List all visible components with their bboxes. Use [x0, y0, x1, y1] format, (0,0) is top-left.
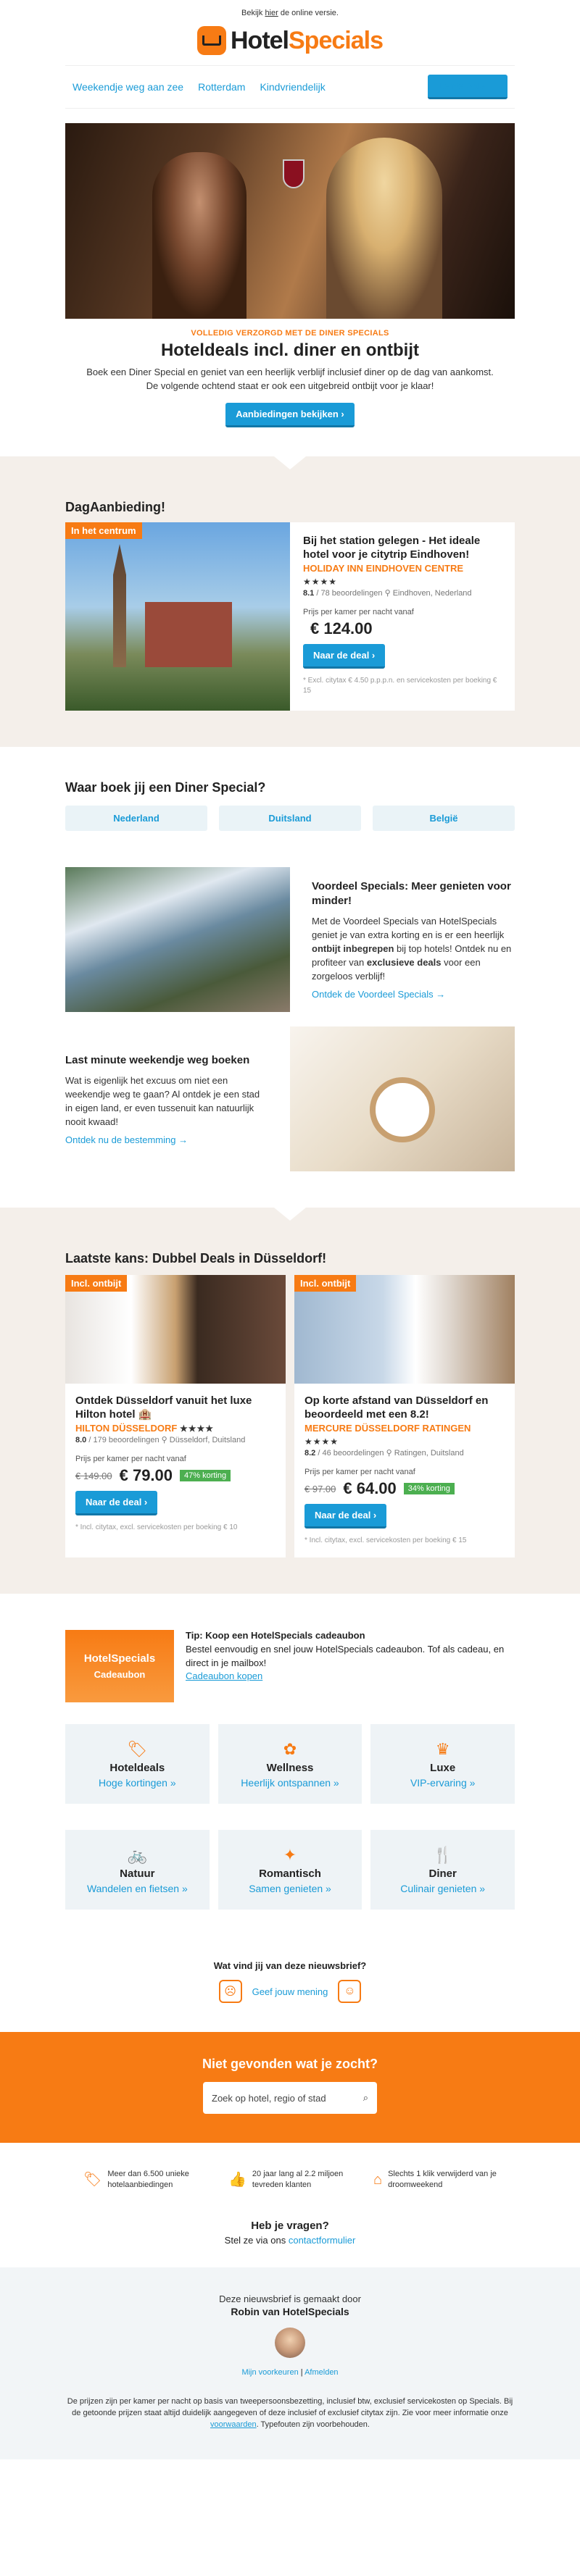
- mercure-badge: Incl. ontbijt: [294, 1275, 356, 1292]
- daydeal-section: [0, 456, 580, 747]
- lastminute-title: Last minute weekendje weg boeken: [65, 1053, 250, 1066]
- hilton-meta: 8.0 / 179 beoordelingen ⚲ Düsseldorf, Duitsland: [75, 1436, 246, 1444]
- daydeal-hotel-name: HOLIDAY INN EINDHOVEN CENTRE: [303, 563, 464, 574]
- mercure-price: € 64.00: [343, 1479, 397, 1497]
- mercure-image[interactable]: [294, 1275, 515, 1384]
- logo-part1: Hotel: [231, 26, 289, 54]
- category-diner[interactable]: 🍴 Diner Culinair genieten »: [370, 1830, 515, 1910]
- search-input[interactable]: [203, 2082, 377, 2114]
- category-wellness[interactable]: ✿ Wellness Heerlijk ontspannen »: [218, 1724, 362, 1804]
- footer: [0, 2267, 580, 2459]
- double-deal-card-hilton[interactable]: [65, 1275, 286, 1557]
- search-icon[interactable]: ⌕: [362, 2092, 368, 2103]
- crown-icon: ♛: [435, 1739, 450, 1758]
- hero-text: [65, 365, 515, 393]
- search-placeholder: Zoek op hotel, regio of stad: [212, 2092, 326, 2104]
- giftcard-tip: [65, 1630, 515, 1702]
- hero-kicker: VOLLEDIG VERZORGD MET DE DINER SPECIALS: [191, 329, 389, 338]
- unsubscribe-link[interactable]: Afmelden: [304, 2368, 339, 2377]
- online-version-link[interactable]: hier: [265, 9, 278, 17]
- mercure-deal-button[interactable]: Naar de deal ›: [304, 1504, 386, 1529]
- daydeal-stars: ★★★★: [303, 577, 338, 587]
- home-icon: ⌂: [373, 2171, 383, 2188]
- hilton-note: * Incl. citytax, excl. servicekosten per boeking € 10: [75, 1523, 238, 1531]
- where-nederland-button[interactable]: Nederland: [65, 806, 207, 831]
- alarm-clock-icon: [370, 1077, 435, 1142]
- search-heading: Niet gevonden wat je zocht?: [202, 2057, 378, 2071]
- usp-item: 🏷 Meer dan 6.500 unieke hotelaanbiedingen: [83, 2170, 189, 2189]
- giftcard-buy-link[interactable]: Cadeaubon kopen: [186, 1670, 263, 1681]
- tag-icon: 🏷: [127, 1739, 148, 1758]
- questions-section: [0, 2205, 580, 2267]
- lastminute-text: Wat is eigenlijk het excuus om niet een weekendje weg te gaan? Al ontdek je een stad in eigen land, er even tussenuit kan natuurlijk nooit kwaad!: [65, 1074, 260, 1127]
- contact-form-link[interactable]: contactformulier: [288, 2235, 356, 2246]
- online-version-post: de online versie.: [280, 9, 339, 17]
- category-hoteldeals[interactable]: 🏷 Hoteldeals Hoge kortingen »: [65, 1724, 210, 1804]
- bed-icon: [197, 26, 226, 55]
- hero-text-line1: Boek een Diner Special en geniet van een heerlijk verblijf inclusief diner op de dag van aankomst.: [86, 367, 494, 377]
- mercure-note: * Incl. citytax, excl. servicekosten per boeking € 15: [304, 1536, 467, 1544]
- hilton-price-label: Prijs per kamer per nacht vanaf: [75, 1455, 186, 1463]
- mercure-title[interactable]: Op korte afstand van Düsseldorf en beoordeeld met een 8.2!: [304, 1394, 489, 1421]
- logo-part2: Specials: [289, 26, 383, 54]
- category-luxe[interactable]: ♛ Luxe VIP-ervaring »: [370, 1724, 515, 1804]
- voordeel-image[interactable]: [65, 867, 290, 1012]
- daydeal-price-label: Prijs per kamer per nacht vanaf: [303, 608, 414, 616]
- double-deal-card-mercure[interactable]: [294, 1275, 515, 1557]
- opinion-question: Wat vind jij van deze nieuwsbrief?: [213, 1960, 367, 1971]
- hilton-image[interactable]: [65, 1275, 286, 1384]
- hero-text-line2: De volgende ochtend staat er ook een uitgebreid ontbijt voor je klaar!: [146, 380, 434, 391]
- cutlery-icon: 🍴: [432, 1845, 453, 1864]
- giftcard-line1: HotelSpecials: [83, 1652, 156, 1665]
- double-deals-section: [0, 1208, 580, 1594]
- daydeal-location: Eindhoven, Nederland: [392, 589, 472, 598]
- hilton-hotel-line: HILTON DÜSSELDORF ★★★★: [75, 1423, 215, 1434]
- opinion-section: [65, 1910, 515, 2032]
- daydeal-heading: DagAanbieding!: [65, 500, 165, 514]
- usp-item: 👍 20 jaar lang al 2.2 miljoen tevreden klanten: [228, 2170, 344, 2189]
- giftcard-line2: Cadeaubon: [94, 1669, 146, 1680]
- terms-link[interactable]: voorwaarden: [210, 2420, 257, 2429]
- daydeal-note: * Excl. citytax € 4.50 p.p.p.n. en servicekosten per boeking € 15: [303, 677, 497, 695]
- where-belgie-button[interactable]: België: [373, 806, 515, 831]
- neutral-face-icon[interactable]: ☹: [219, 1980, 242, 2003]
- usp-row: [0, 2143, 580, 2205]
- location-pin-icon: ⚲: [161, 1436, 167, 1444]
- daydeal-card[interactable]: [65, 522, 515, 711]
- hero-image[interactable]: [65, 123, 515, 319]
- mercure-discount-badge: 34% korting: [404, 1483, 455, 1494]
- nav-item-rotterdam[interactable]: Rotterdam: [198, 81, 246, 93]
- hilton-title[interactable]: Ontdek Düsseldorf vanuit het luxe Hilton hotel 🏨: [75, 1394, 252, 1421]
- daydeal-badge: In het centrum: [65, 522, 142, 539]
- tag-icon: 🏷: [83, 2171, 102, 2188]
- nav-item-weekend-zee[interactable]: Weekendje weg aan zee: [72, 81, 184, 93]
- giftcard-text: Bestel eenvoudig en snel jouw HotelSpecials cadeaubon. Tof als cadeau, en direct in je mailbox!: [186, 1644, 505, 1668]
- bike-icon: 🚲: [127, 1845, 148, 1864]
- questions-title: Heb je vragen?: [251, 2220, 329, 2232]
- lastminute-image[interactable]: [290, 1026, 515, 1171]
- hilton-old-price: € 149.00: [75, 1470, 112, 1481]
- giftcard-image[interactable]: [65, 1630, 174, 1702]
- mercure-old-price: € 97.00: [304, 1483, 336, 1494]
- location-pin-icon: ⚲: [384, 589, 391, 598]
- lastminute-link[interactable]: Ontdek nu de bestemming →: [65, 1134, 188, 1145]
- top-nav: [65, 65, 515, 109]
- voordeel-text: Met de Voordeel Specials van HotelSpecials geniet je van extra korting en is er een heerlijk ontbijt inbegrepen bij top hotels! Ontdek nu en profiteer van exclusieve deals voor een zorgeloos verblijf!: [312, 916, 512, 982]
- daydeal-title[interactable]: Bij het station gelegen - Het ideale hotel voor je citytrip Eindhoven!: [303, 535, 481, 561]
- category-romantisch[interactable]: ✦ Romantisch Samen genieten »: [218, 1830, 362, 1910]
- daydeal-image[interactable]: [65, 522, 290, 711]
- sparkle-icon: ✦: [283, 1845, 297, 1864]
- where-section: [65, 747, 515, 845]
- avatar: [275, 2328, 305, 2358]
- preferences-link[interactable]: Mijn voorkeuren: [241, 2368, 299, 2377]
- hilton-price: € 79.00: [119, 1466, 173, 1484]
- daydeal-reviews: / 78 beoordelingen: [316, 589, 383, 598]
- location-pin-icon: ⚲: [386, 1449, 392, 1458]
- hilton-deal-button[interactable]: Naar de deal ›: [75, 1491, 157, 1515]
- spa-icon: ✿: [283, 1739, 297, 1758]
- footer-legal: De prijzen zijn per kamer per nacht op basis van tweepersoonsbezetting, inclusief btw, exclusief servicekosten op Specials. Bij de getoonde prijzen staat altijd duidelijk aangegeven of deze inclusief of exclusief citytax zijn. Zie voor meer informatie onze voorwaarden. Typefouten zijn voorbehouden.: [67, 2397, 513, 2429]
- mercure-price-label: Prijs per kamer per nacht vanaf: [304, 1468, 415, 1476]
- search-band: [0, 2032, 580, 2143]
- give-opinion-link[interactable]: Geef jouw mening: [252, 1986, 328, 1997]
- footer-links: Mijn voorkeuren | Afmelden: [241, 2368, 339, 2377]
- voordeel-link[interactable]: Ontdek de Voordeel Specials →: [312, 989, 446, 1000]
- daydeal-button[interactable]: Naar de deal ›: [303, 644, 385, 669]
- spring-sale-button[interactable]: Lente Sale →: [428, 75, 508, 99]
- logo-text: [231, 27, 383, 55]
- footer-by: Deze nieuwsbrief is gemaakt door: [219, 2293, 361, 2304]
- online-version-pre: Bekijk: [241, 9, 263, 17]
- where-duitsland-button[interactable]: Duitsland: [219, 806, 361, 831]
- mercure-stars: ★★★★: [304, 1437, 339, 1447]
- logo[interactable]: [65, 23, 515, 65]
- online-version-line: [65, 0, 515, 23]
- smile-face-icon[interactable]: ☺: [338, 1980, 361, 2003]
- thumbs-up-icon: 👍: [228, 2171, 246, 2188]
- footer-author: Robin van HotelSpecials: [231, 2306, 349, 2317]
- voordeel-title: Voordeel Specials: Meer genieten voor minder!: [312, 880, 511, 907]
- daydeal-meta: [303, 588, 502, 598]
- category-row-1: [65, 1724, 515, 1804]
- category-natuur[interactable]: 🚲 Natuur Wandelen en fietsen »: [65, 1830, 210, 1910]
- double-deals-heading: Laatste kans: Dubbel Deals in Düsseldorf!: [65, 1251, 327, 1266]
- mercure-meta: 8.2 / 46 beoordelingen ⚲ Ratingen, Duitsland: [304, 1449, 464, 1458]
- questions-text: Stel ze via ons contactformulier: [224, 2235, 356, 2246]
- daydeal-price: € 124.00: [310, 619, 373, 637]
- hero-title: Hoteldeals incl. diner en ontbijt: [160, 340, 420, 360]
- view-offers-button[interactable]: Aanbiedingen bekijken ›: [225, 403, 355, 427]
- category-row-2: [65, 1830, 515, 1910]
- hilton-discount-badge: 47% korting: [180, 1470, 231, 1481]
- daydeal-score: 8.1: [303, 589, 315, 598]
- hilton-badge: Incl. ontbijt: [65, 1275, 127, 1292]
- giftcard-title: Tip: Koop een HotelSpecials cadeaubon: [186, 1630, 365, 1641]
- where-heading: Waar boek jij een Diner Special?: [65, 780, 266, 795]
- usp-item: ⌂ Slechts 1 klik verwijderd van je droomweekend: [373, 2170, 497, 2189]
- nav-item-kindvriendelijk[interactable]: Kindvriendelijk: [260, 81, 326, 93]
- mercure-hotel-name: MERCURE DÜSSELDORF RATINGEN: [304, 1423, 471, 1434]
